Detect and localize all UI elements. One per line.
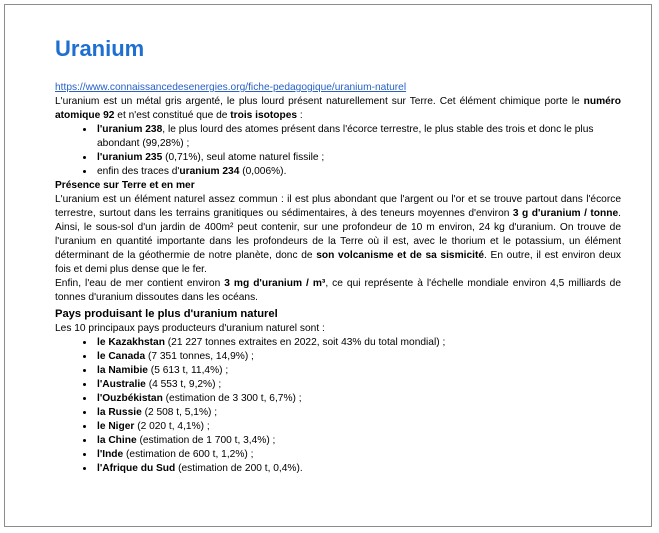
- sea-bold-1: 3 mg d'uranium / m³: [224, 278, 326, 289]
- country-name: le Niger: [97, 421, 135, 432]
- country-detail: (2 508 t, 5,1%) ;: [141, 407, 218, 418]
- intro-paragraph: [55, 95, 621, 123]
- intro-bold-isotopes: trois isotopes: [230, 110, 298, 121]
- country-detail: (estimation de 3 300 t, 6,7%) ;: [162, 393, 302, 404]
- country-detail: (estimation de 200 t, 0,4%).: [175, 463, 303, 474]
- list-item: [95, 378, 621, 392]
- page-title: Uranium: [55, 36, 145, 61]
- sea-paragraph: [55, 277, 621, 305]
- isotope-name: l'uranium 238: [97, 124, 163, 135]
- country-detail: (21 227 tonnes extraites en 2022, soit 43% du total mondial) ;: [164, 337, 446, 348]
- presence-bold-2: son volcanisme et de sa sismicité: [316, 250, 485, 261]
- country-name: la Russie: [97, 407, 142, 418]
- country-detail: (5 613 t, 11,4%) ;: [147, 365, 229, 376]
- intro-text-3: :: [297, 110, 303, 121]
- isotope-name: l'uranium 235: [97, 152, 163, 163]
- country-detail: (7 351 tonnes, 14,9%) ;: [145, 351, 254, 362]
- country-name: la Namibie: [97, 365, 148, 376]
- country-name: le Canada: [97, 351, 146, 362]
- presence-paragraph: [55, 193, 621, 277]
- list-item: [95, 448, 621, 462]
- country-name: l'Australie: [97, 379, 146, 390]
- producers-intro: Les 10 principaux pays producteurs d'uranium naturel sont :: [55, 323, 325, 334]
- country-detail: (estimation de 600 t, 1,2%) ;: [123, 449, 254, 460]
- presence-text-1: L'uranium est un élément naturel assez commun : il est plus abondant que l'argent ou l'or et se trouve partout dans l'écorce terrestre, surtout dans les terrains granitiques ou sédimentaires, à des teneurs moyennes d'environ: [55, 194, 621, 219]
- list-item: [95, 392, 621, 406]
- country-list: [55, 336, 621, 476]
- list-item: [95, 336, 621, 350]
- presence-bold-1: 3 g d'uranium / tonne: [512, 208, 619, 219]
- intro-text-1: L'uranium est un métal gris argenté, le plus lourd présent naturellement sur Terre. Cet élément chimique porte le: [55, 96, 584, 107]
- document-content: [55, 35, 621, 476]
- country-detail: (estimation de 1 700 t, 3,4%) ;: [136, 435, 276, 446]
- isotope-detail: , le plus lourd des atomes présent dans l'écorce terrestre, le plus stable des trois et donc le plus abondant (99,28%) ;: [97, 124, 594, 149]
- list-item: [95, 123, 621, 151]
- country-name: l'Inde: [97, 449, 124, 460]
- country-detail: (2 020 t, 4,1%) ;: [134, 421, 210, 432]
- isotope-detail: (0,006%).: [239, 166, 287, 177]
- list-item: [95, 350, 621, 364]
- presence-text-2: . Ainsi, le sous-sol d'un jardin de 400m² peut contenir, sur une profondeur de 10 m environ, 24 kg d'uranium. On trouve de l'uranium en quantité importante dans les profondeurs de la Terre où il est, avec le thorium et le potassium, un élément déterminant de la géothermie de notre planète, donc de: [55, 208, 621, 261]
- list-item: [95, 406, 621, 420]
- section-heading-presence: Présence sur Terre et en mer: [55, 180, 195, 191]
- presence-text-3: . En outre, il est environ deux fois et demi plus dense que le fer.: [55, 250, 621, 275]
- source-link[interactable]: https://www.connaissancedesenergies.org/fiche-pedagogique/uranium-naturel: [55, 82, 407, 93]
- list-item: [95, 151, 621, 165]
- list-item: [95, 364, 621, 378]
- list-item: [95, 434, 621, 448]
- country-name: l'Afrique du Sud: [97, 463, 176, 474]
- list-item: [95, 420, 621, 434]
- list-item: [95, 462, 621, 476]
- isotope-name: uranium 234: [179, 166, 240, 177]
- country-name: la Chine: [97, 435, 137, 446]
- section-heading-producers: Pays produisant le plus d'uranium naturel: [55, 308, 278, 320]
- country-name: l'Ouzbékistan: [97, 393, 163, 404]
- isotope-detail: (0,71%), seul atome naturel fissile ;: [162, 152, 325, 163]
- intro-bold-atomic-number: numéro atomique 92: [55, 96, 621, 121]
- isotope-list: [55, 123, 621, 179]
- list-item: [95, 165, 621, 179]
- country-name: le Kazakhstan: [97, 337, 165, 348]
- sea-text-2: , ce qui représente à l'échelle mondiale environ 4,5 milliards de tonnes d'uranium dissoutes dans les océans.: [55, 278, 621, 303]
- sea-text-1: Enfin, l'eau de mer contient environ: [55, 278, 225, 289]
- country-detail: (4 553 t, 9,2%) ;: [145, 379, 222, 390]
- isotope-prefix: enfin des traces d': [97, 166, 180, 177]
- document-page: [4, 4, 652, 527]
- intro-text-2: et n'est constitué que de: [114, 110, 231, 121]
